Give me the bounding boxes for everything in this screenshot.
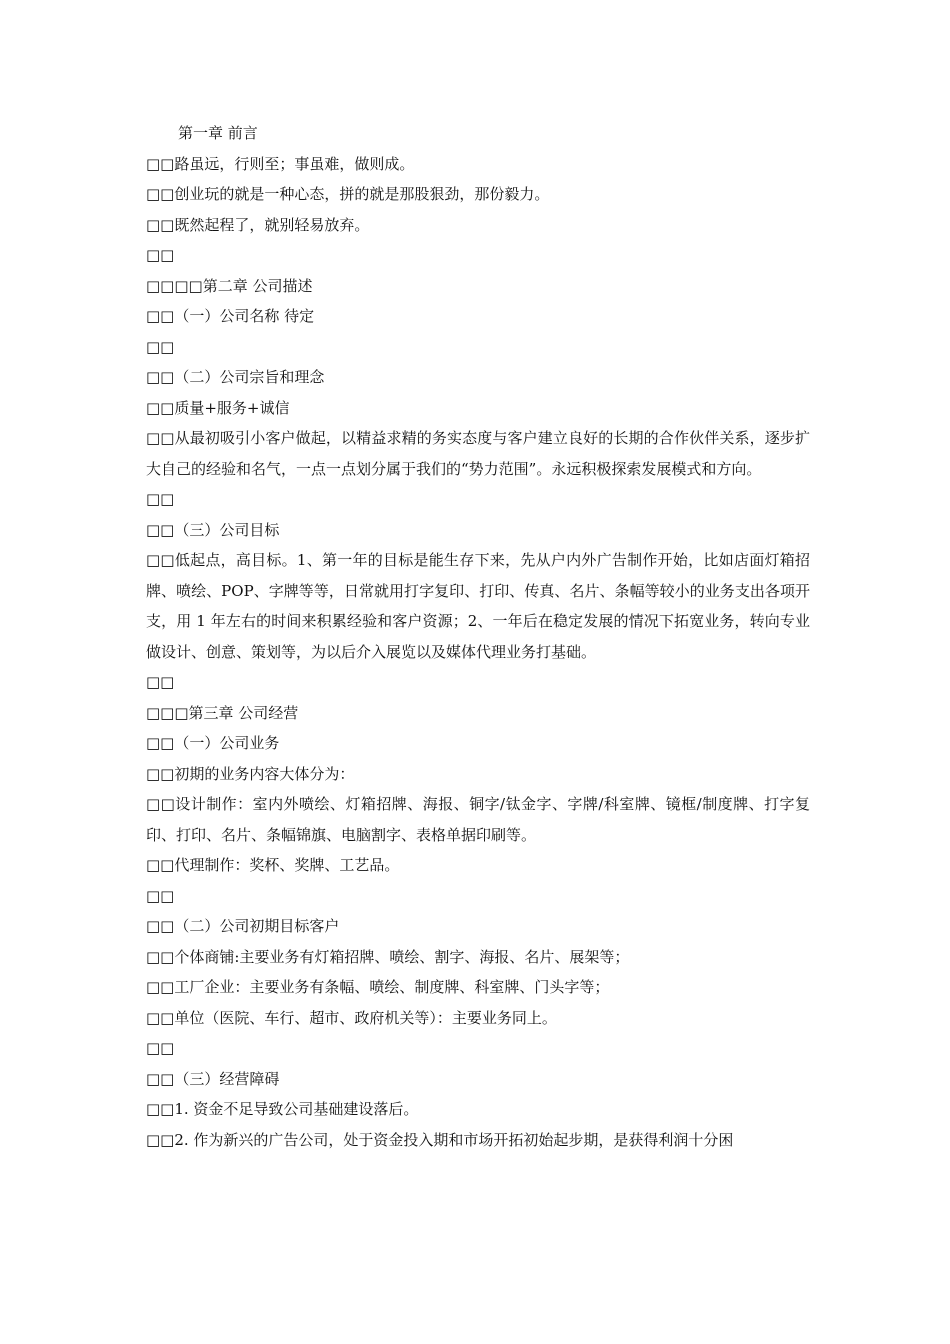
document-page (146, 118, 810, 1155)
paragraph: □□既然起程了，就别轻易放弃。 (146, 215, 370, 234)
blank-line: □□ (146, 246, 175, 264)
blank-line: □□ (146, 673, 175, 691)
blank-line: □□ (146, 490, 175, 508)
paragraph: □□单位（医院、车行、超市、政府机关等）：主要业务同上。 (146, 1008, 557, 1027)
section-heading: □□（二）公司初期目标客户 (146, 917, 340, 935)
paragraph: □□初期的业务内容大体分为： (146, 764, 355, 783)
section-heading: □□（三）公司目标 (146, 520, 280, 539)
chapter-1-heading: 第一章 前言 (178, 124, 258, 142)
paragraph: □□代理制作：奖杯、奖牌、工艺品。 (146, 856, 400, 874)
paragraph: □□低起点，高目标。1、第一年的目标是能生存下来，先从户内外广告制作开始，比如店面灯箱招牌、喷绘、POP、字牌等等，日常就用打字复印、打印、传真、名片、条幅等较小的业务支出各项开支，用 1 年左右的时间来积累经验和客户资源；2、一年后在稳定发展的情况下拓宽业务，转向专业做设计、创意、策划等，为以后介入展览以及媒体代理业务打基础。 (146, 551, 810, 661)
paragraph: □□创业玩的就是一种心态，拼的就是那股狠劲，那份毅力。 (146, 185, 550, 203)
section-heading: □□（一）公司业务 (146, 734, 280, 752)
paragraph: □□路虽远，行则至；事虽难，做则成。 (146, 154, 415, 173)
paragraph: □□从最初吸引小客户做起，以精益求精的务实态度与客户建立良好的长期的合作伙伴关系，逐步扩大自己的经验和名气，一点一点划分属于我们的“势力范围”。永远积极探索发展模式和方向。 (146, 429, 810, 478)
paragraph: □□质量+服务+诚信 (146, 398, 290, 417)
list-item: □□1. 资金不足导致公司基础建设落后。 (146, 1100, 419, 1118)
chapter-2-heading: □□□□第二章 公司描述 (146, 276, 313, 295)
blank-line: □□ (146, 1039, 175, 1057)
section-heading: □□（一）公司名称 待定 (146, 307, 315, 325)
blank-line: □□ (146, 886, 175, 905)
section-heading: □□（二）公司宗旨和理念 (146, 368, 325, 386)
section-heading: □□（三）经营障碍 (146, 1069, 280, 1088)
list-item: □□2. 作为新兴的广告公司，处于资金投入期和市场开拓初始起步期，是获得利润十分困 (146, 1130, 734, 1149)
chapter-3-heading: □□□第三章 公司经营 (146, 703, 299, 722)
paragraph: □□工厂企业：主要业务有条幅、喷绘、制度牌、科室牌、门头字等； (146, 978, 610, 996)
blank-line: □□ (146, 337, 175, 356)
paragraph: □□设计制作：室内外喷绘、灯箱招牌、海报、铜字/钛金字、字牌/科室牌、镜框/制度牌、打字复印、打印、名片、条幅锦旗、电脑割字、表格单据印刷等。 (146, 795, 810, 844)
paragraph: □□个体商铺:主要业务有灯箱招牌、喷绘、割字、海报、名片、展架等； (146, 947, 630, 966)
